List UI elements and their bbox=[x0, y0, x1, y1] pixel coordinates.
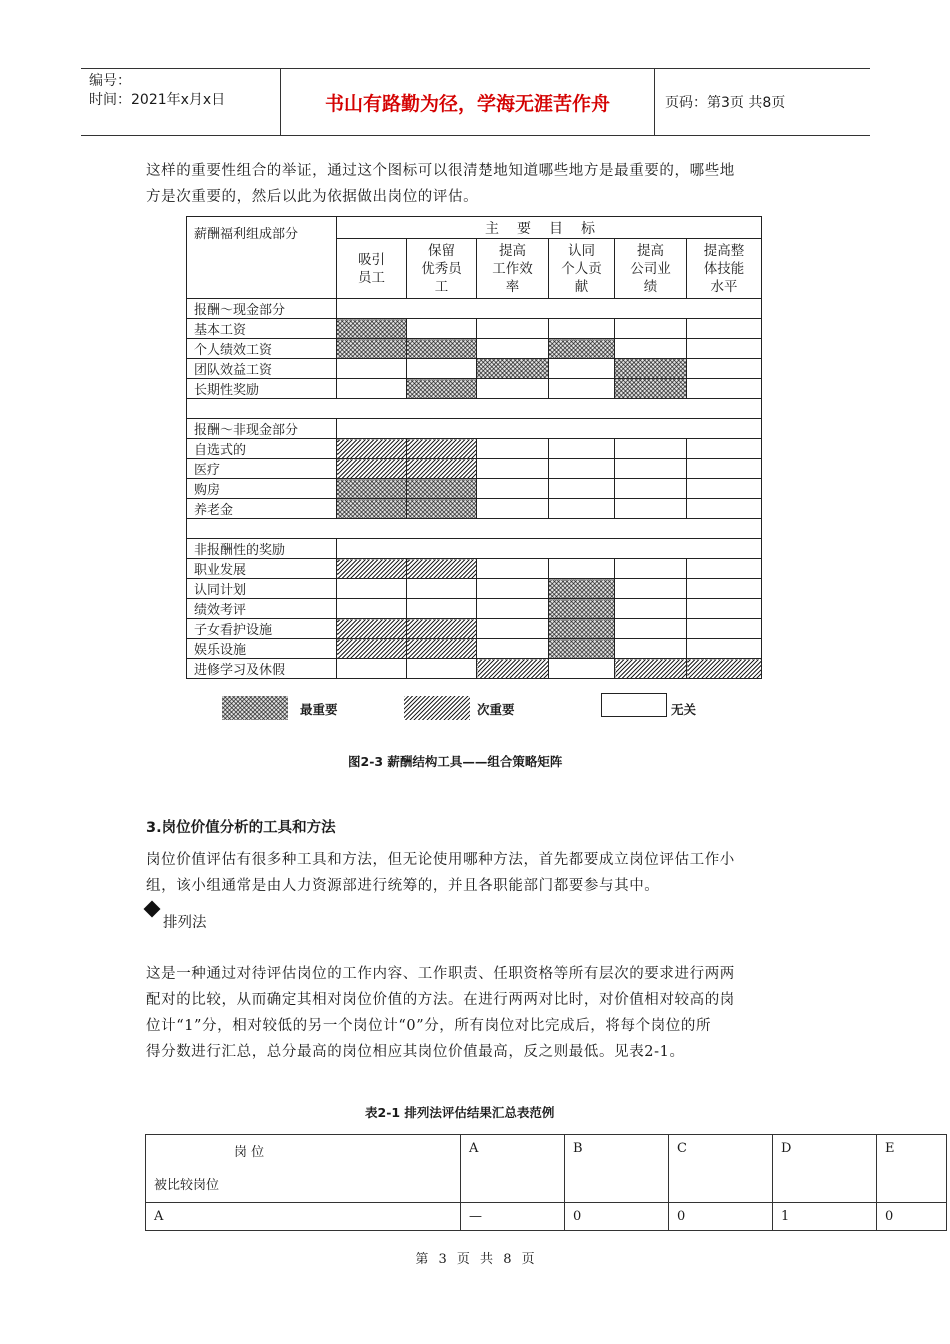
matrix-row bbox=[187, 479, 762, 499]
ranking-row-label: A bbox=[146, 1203, 461, 1231]
intro-paragraph bbox=[146, 158, 808, 210]
bullet-item: 排列法 bbox=[163, 915, 207, 931]
matrix-cell-most bbox=[407, 479, 477, 499]
matrix-cell-secondary bbox=[337, 619, 407, 639]
matrix-cell-secondary bbox=[407, 559, 477, 579]
matrix-row-label: 娱乐设施 bbox=[187, 639, 337, 659]
ranking-col-header: D bbox=[773, 1135, 877, 1203]
matrix-cell-none bbox=[477, 459, 549, 479]
matrix-cell-none bbox=[549, 459, 615, 479]
page-header bbox=[81, 68, 870, 136]
matrix-header-row bbox=[187, 217, 762, 239]
matrix-cell-none bbox=[687, 579, 762, 599]
matrix-cell-none bbox=[615, 619, 687, 639]
section-title: 3.岗位价值分析的工具和方法 bbox=[146, 820, 336, 836]
ranking-line: 位计“1”分，相对较低的另一个岗位计“0”分，所有岗位对比完成后，将每个岗位的所 bbox=[146, 1018, 712, 1034]
legend-swatch-none bbox=[601, 693, 667, 717]
matrix-cell-secondary bbox=[407, 459, 477, 479]
matrix-row bbox=[187, 339, 762, 359]
matrix-cell-none bbox=[615, 339, 687, 359]
matrix-row bbox=[187, 639, 762, 659]
matrix-cell-none bbox=[477, 599, 549, 619]
matrix-cell-most bbox=[615, 359, 687, 379]
matrix-spacer-row bbox=[187, 519, 762, 539]
method-line: 组，该小组通常是由人力资源部进行统筹的，并且各职能部门都要参与其中。 bbox=[146, 878, 660, 894]
matrix-cell-none bbox=[687, 559, 762, 579]
matrix-cell-none bbox=[407, 319, 477, 339]
goal-header-line: 献 bbox=[574, 278, 589, 295]
goal-header-cell bbox=[549, 239, 615, 299]
matrix-corner-label: 薪酬福利组成部分 bbox=[187, 217, 337, 299]
matrix-cell-none bbox=[687, 319, 762, 339]
matrix-cell-secondary bbox=[337, 639, 407, 659]
ranking-table bbox=[145, 1134, 947, 1231]
header-meta bbox=[81, 69, 281, 135]
goal-header-line: 提高 bbox=[637, 242, 664, 259]
goal-header-cell bbox=[477, 239, 549, 299]
ranking-cell: 0 bbox=[669, 1203, 773, 1231]
matrix-cell-none bbox=[477, 579, 549, 599]
matrix-cell-none bbox=[687, 339, 762, 359]
matrix-row-label: 购房 bbox=[187, 479, 337, 499]
matrix-cell-none bbox=[615, 599, 687, 619]
matrix-cell-most bbox=[337, 319, 407, 339]
ranking-line: 得分数进行汇总，总分最高的岗位相应其岗位价值最高，反之则最低。见表2-1。 bbox=[146, 1044, 685, 1060]
matrix-cell-none bbox=[477, 559, 549, 579]
ranking-corner-cell bbox=[146, 1135, 461, 1203]
legend-secondary-label: 次重要 bbox=[477, 702, 515, 717]
matrix-cell-secondary bbox=[615, 659, 687, 679]
matrix-cell-none bbox=[549, 379, 615, 399]
ranking-cell: 1 bbox=[773, 1203, 877, 1231]
matrix-row bbox=[187, 559, 762, 579]
matrix-cell-secondary bbox=[407, 639, 477, 659]
matrix-row-label: 认同计划 bbox=[187, 579, 337, 599]
matrix-cell-most bbox=[549, 339, 615, 359]
ranking-col-header: B bbox=[565, 1135, 669, 1203]
matrix-cell-none bbox=[477, 319, 549, 339]
ranking-header-row bbox=[146, 1135, 947, 1203]
matrix-section-row bbox=[187, 539, 762, 559]
matrix-row bbox=[187, 359, 762, 379]
legend-swatch-most bbox=[222, 696, 288, 720]
matrix-cell-none bbox=[477, 639, 549, 659]
matrix-cell-none bbox=[549, 359, 615, 379]
matrix-row bbox=[187, 459, 762, 479]
matrix-cell-none bbox=[615, 639, 687, 659]
matrix-cell-none bbox=[615, 479, 687, 499]
matrix-cell-none bbox=[477, 499, 549, 519]
matrix-cell-none bbox=[337, 659, 407, 679]
matrix-row-label: 基本工资 bbox=[187, 319, 337, 339]
matrix-section-row bbox=[187, 419, 762, 439]
figure-caption: 图2-3 薪酬结构工具——组合策略矩阵 bbox=[348, 754, 563, 769]
matrix-cell-secondary bbox=[337, 439, 407, 459]
method-paragraph bbox=[146, 847, 808, 899]
matrix-cell-secondary bbox=[687, 659, 762, 679]
matrix-row-label: 长期性奖励 bbox=[187, 379, 337, 399]
code-label: 编号： bbox=[89, 73, 131, 89]
matrix-section-fill bbox=[337, 539, 762, 559]
matrix-cell-none bbox=[615, 459, 687, 479]
goal-header-line: 优秀员 bbox=[421, 260, 462, 277]
goal-header-line: 工作效 bbox=[492, 260, 533, 277]
matrix-row-label: 进修学习及休假 bbox=[187, 659, 337, 679]
method-line: 岗位价值评估有很多种工具和方法，但无论使用哪种方法，首先都要成立岗位评估工作小 bbox=[146, 852, 735, 868]
matrix-cell-none bbox=[337, 599, 407, 619]
matrix-cell-none bbox=[687, 459, 762, 479]
matrix-cell-none bbox=[687, 379, 762, 399]
matrix-cell-none bbox=[549, 559, 615, 579]
matrix-cell-most bbox=[549, 619, 615, 639]
ranking-paragraph bbox=[146, 961, 808, 1065]
ranking-cell: 0 bbox=[565, 1203, 669, 1231]
ranking-row bbox=[146, 1203, 947, 1231]
goal-header-line: 体技能 bbox=[703, 260, 745, 277]
matrix-row-label: 职业发展 bbox=[187, 559, 337, 579]
matrix-cell-secondary bbox=[407, 439, 477, 459]
matrix-cell-most bbox=[337, 499, 407, 519]
corner-top-label: 岗 位 bbox=[234, 1145, 265, 1160]
legend-none-label: 无关 bbox=[671, 702, 697, 717]
diamond-bullet-icon bbox=[144, 901, 161, 918]
header-motto: 书山有路勤为径，学海无涯苦作舟 bbox=[281, 69, 655, 135]
matrix-cell-most bbox=[407, 499, 477, 519]
matrix-cell-most bbox=[407, 379, 477, 399]
goal-header-cell bbox=[687, 239, 762, 299]
matrix-cell-none bbox=[477, 339, 549, 359]
intro-line: 方是次重要的，然后以此为依据做出岗位的评估。 bbox=[146, 189, 479, 205]
goal-header-line: 吸引 bbox=[358, 251, 385, 268]
goal-header-cell bbox=[615, 239, 687, 299]
matrix-cell-most bbox=[477, 359, 549, 379]
matrix-cell-none bbox=[549, 439, 615, 459]
matrix-cell-none bbox=[337, 359, 407, 379]
ranking-cell: — bbox=[461, 1203, 565, 1231]
matrix-row-label: 医疗 bbox=[187, 459, 337, 479]
matrix-row-label: 团队效益工资 bbox=[187, 359, 337, 379]
goal-header-line: 率 bbox=[505, 278, 520, 295]
goal-header-line: 个人贡 bbox=[561, 260, 602, 277]
matrix-cell-none bbox=[549, 479, 615, 499]
matrix-cell-none bbox=[615, 499, 687, 519]
matrix-cell-most bbox=[615, 379, 687, 399]
matrix-cell-none bbox=[615, 579, 687, 599]
matrix-cell-none bbox=[549, 499, 615, 519]
matrix-row bbox=[187, 439, 762, 459]
matrix-row-label: 个人绩效工资 bbox=[187, 339, 337, 359]
matrix-cell-none bbox=[615, 559, 687, 579]
table-caption: 表2-1 排列法评估结果汇总表范例 bbox=[365, 1105, 555, 1120]
matrix-cell-most bbox=[549, 599, 615, 619]
legend-swatch-secondary bbox=[404, 696, 470, 720]
goal-header-line: 绩 bbox=[643, 278, 658, 295]
matrix-row bbox=[187, 319, 762, 339]
matrix-cell-none bbox=[615, 439, 687, 459]
matrix-spacer-row bbox=[187, 399, 762, 419]
matrix-cell-most bbox=[337, 339, 407, 359]
matrix-cell-secondary bbox=[337, 459, 407, 479]
strategy-matrix bbox=[186, 216, 762, 679]
matrix-cell-none bbox=[687, 359, 762, 379]
matrix-cell-secondary bbox=[407, 619, 477, 639]
matrix-row-label: 子女看护设施 bbox=[187, 619, 337, 639]
matrix-cell-none bbox=[687, 639, 762, 659]
matrix-cell-none bbox=[407, 659, 477, 679]
matrix-row bbox=[187, 619, 762, 639]
matrix-section-fill bbox=[337, 299, 762, 319]
matrix-spacer-cell bbox=[187, 399, 762, 419]
goal-header-line: 提高 bbox=[499, 242, 526, 259]
ranking-col-header: E bbox=[877, 1135, 947, 1203]
matrix-row bbox=[187, 499, 762, 519]
matrix-cell-none bbox=[477, 619, 549, 639]
matrix-row bbox=[187, 599, 762, 619]
matrix-section-label: 报酬～现金部分 bbox=[187, 299, 337, 319]
goal-header-line: 员工 bbox=[358, 269, 385, 286]
matrix-cell-most bbox=[407, 339, 477, 359]
matrix-cell-most bbox=[549, 639, 615, 659]
matrix-row-label: 绩效考评 bbox=[187, 599, 337, 619]
goal-header-line: 认同 bbox=[568, 242, 595, 259]
matrix-cell-none bbox=[407, 359, 477, 379]
matrix-row-label: 养老金 bbox=[187, 499, 337, 519]
goal-header-line: 工 bbox=[434, 278, 449, 295]
legend-most-label: 最重要 bbox=[300, 702, 338, 717]
matrix-cell-none bbox=[549, 319, 615, 339]
matrix-section-row bbox=[187, 299, 762, 319]
matrix-cell-none bbox=[337, 379, 407, 399]
matrix-cell-none bbox=[687, 439, 762, 459]
time-label: 时间：2021年x月x日 bbox=[89, 92, 226, 108]
goal-header-line: 保留 bbox=[428, 242, 455, 259]
goal-header-cell bbox=[337, 239, 407, 299]
ranking-col-header: A bbox=[461, 1135, 565, 1203]
ranking-line: 配对的比较，从而确定其相对岗位价值的方法。在进行两两对比时，对价值相对较高的岗 bbox=[146, 992, 735, 1008]
matrix-cell-none bbox=[477, 479, 549, 499]
matrix-cell-none bbox=[407, 599, 477, 619]
matrix-row bbox=[187, 379, 762, 399]
header-page-label: 页码：第3页 共8页 bbox=[665, 95, 786, 111]
matrix-section-fill bbox=[337, 419, 762, 439]
matrix-cell-none bbox=[687, 499, 762, 519]
matrix-cell-none bbox=[407, 579, 477, 599]
matrix-row bbox=[187, 579, 762, 599]
matrix-cell-none bbox=[549, 659, 615, 679]
matrix-cell-most bbox=[337, 479, 407, 499]
ranking-line: 这是一种通过对待评估岗位的工作内容、工作职责、任职资格等所有层次的要求进行两两 bbox=[146, 966, 735, 982]
matrix-cell-none bbox=[615, 319, 687, 339]
matrix-section-label: 非报酬性的奖励 bbox=[187, 539, 337, 559]
matrix-row bbox=[187, 659, 762, 679]
goal-header-cell bbox=[407, 239, 477, 299]
matrix-cell-none bbox=[477, 379, 549, 399]
corner-bottom-label: 被比较岗位 bbox=[154, 1178, 220, 1193]
matrix-cell-secondary bbox=[477, 659, 549, 679]
matrix-section-label: 报酬～非现金部分 bbox=[187, 419, 337, 439]
matrix-cell-none bbox=[337, 579, 407, 599]
matrix-cell-none bbox=[687, 479, 762, 499]
intro-line: 这样的重要性组合的举证，通过这个图标可以很清楚地知道哪些地方是最重要的，哪些地 bbox=[146, 163, 735, 179]
goal-header-line: 水平 bbox=[710, 278, 738, 295]
matrix-cell-none bbox=[687, 619, 762, 639]
matrix-cell-secondary bbox=[337, 559, 407, 579]
goal-header-line: 公司业 bbox=[630, 260, 671, 277]
ranking-col-header: C bbox=[669, 1135, 773, 1203]
goals-header: 主要目标 bbox=[337, 217, 762, 239]
matrix-row-label: 自选式的 bbox=[187, 439, 337, 459]
goal-header-line: 提高整 bbox=[703, 242, 745, 259]
ranking-cell: 0 bbox=[877, 1203, 947, 1231]
matrix-cell-most bbox=[549, 579, 615, 599]
page-footer: 第 3 页 共 8 页 bbox=[415, 1252, 535, 1267]
matrix-cell-none bbox=[687, 599, 762, 619]
matrix-spacer-cell bbox=[187, 519, 762, 539]
matrix-cell-none bbox=[477, 439, 549, 459]
